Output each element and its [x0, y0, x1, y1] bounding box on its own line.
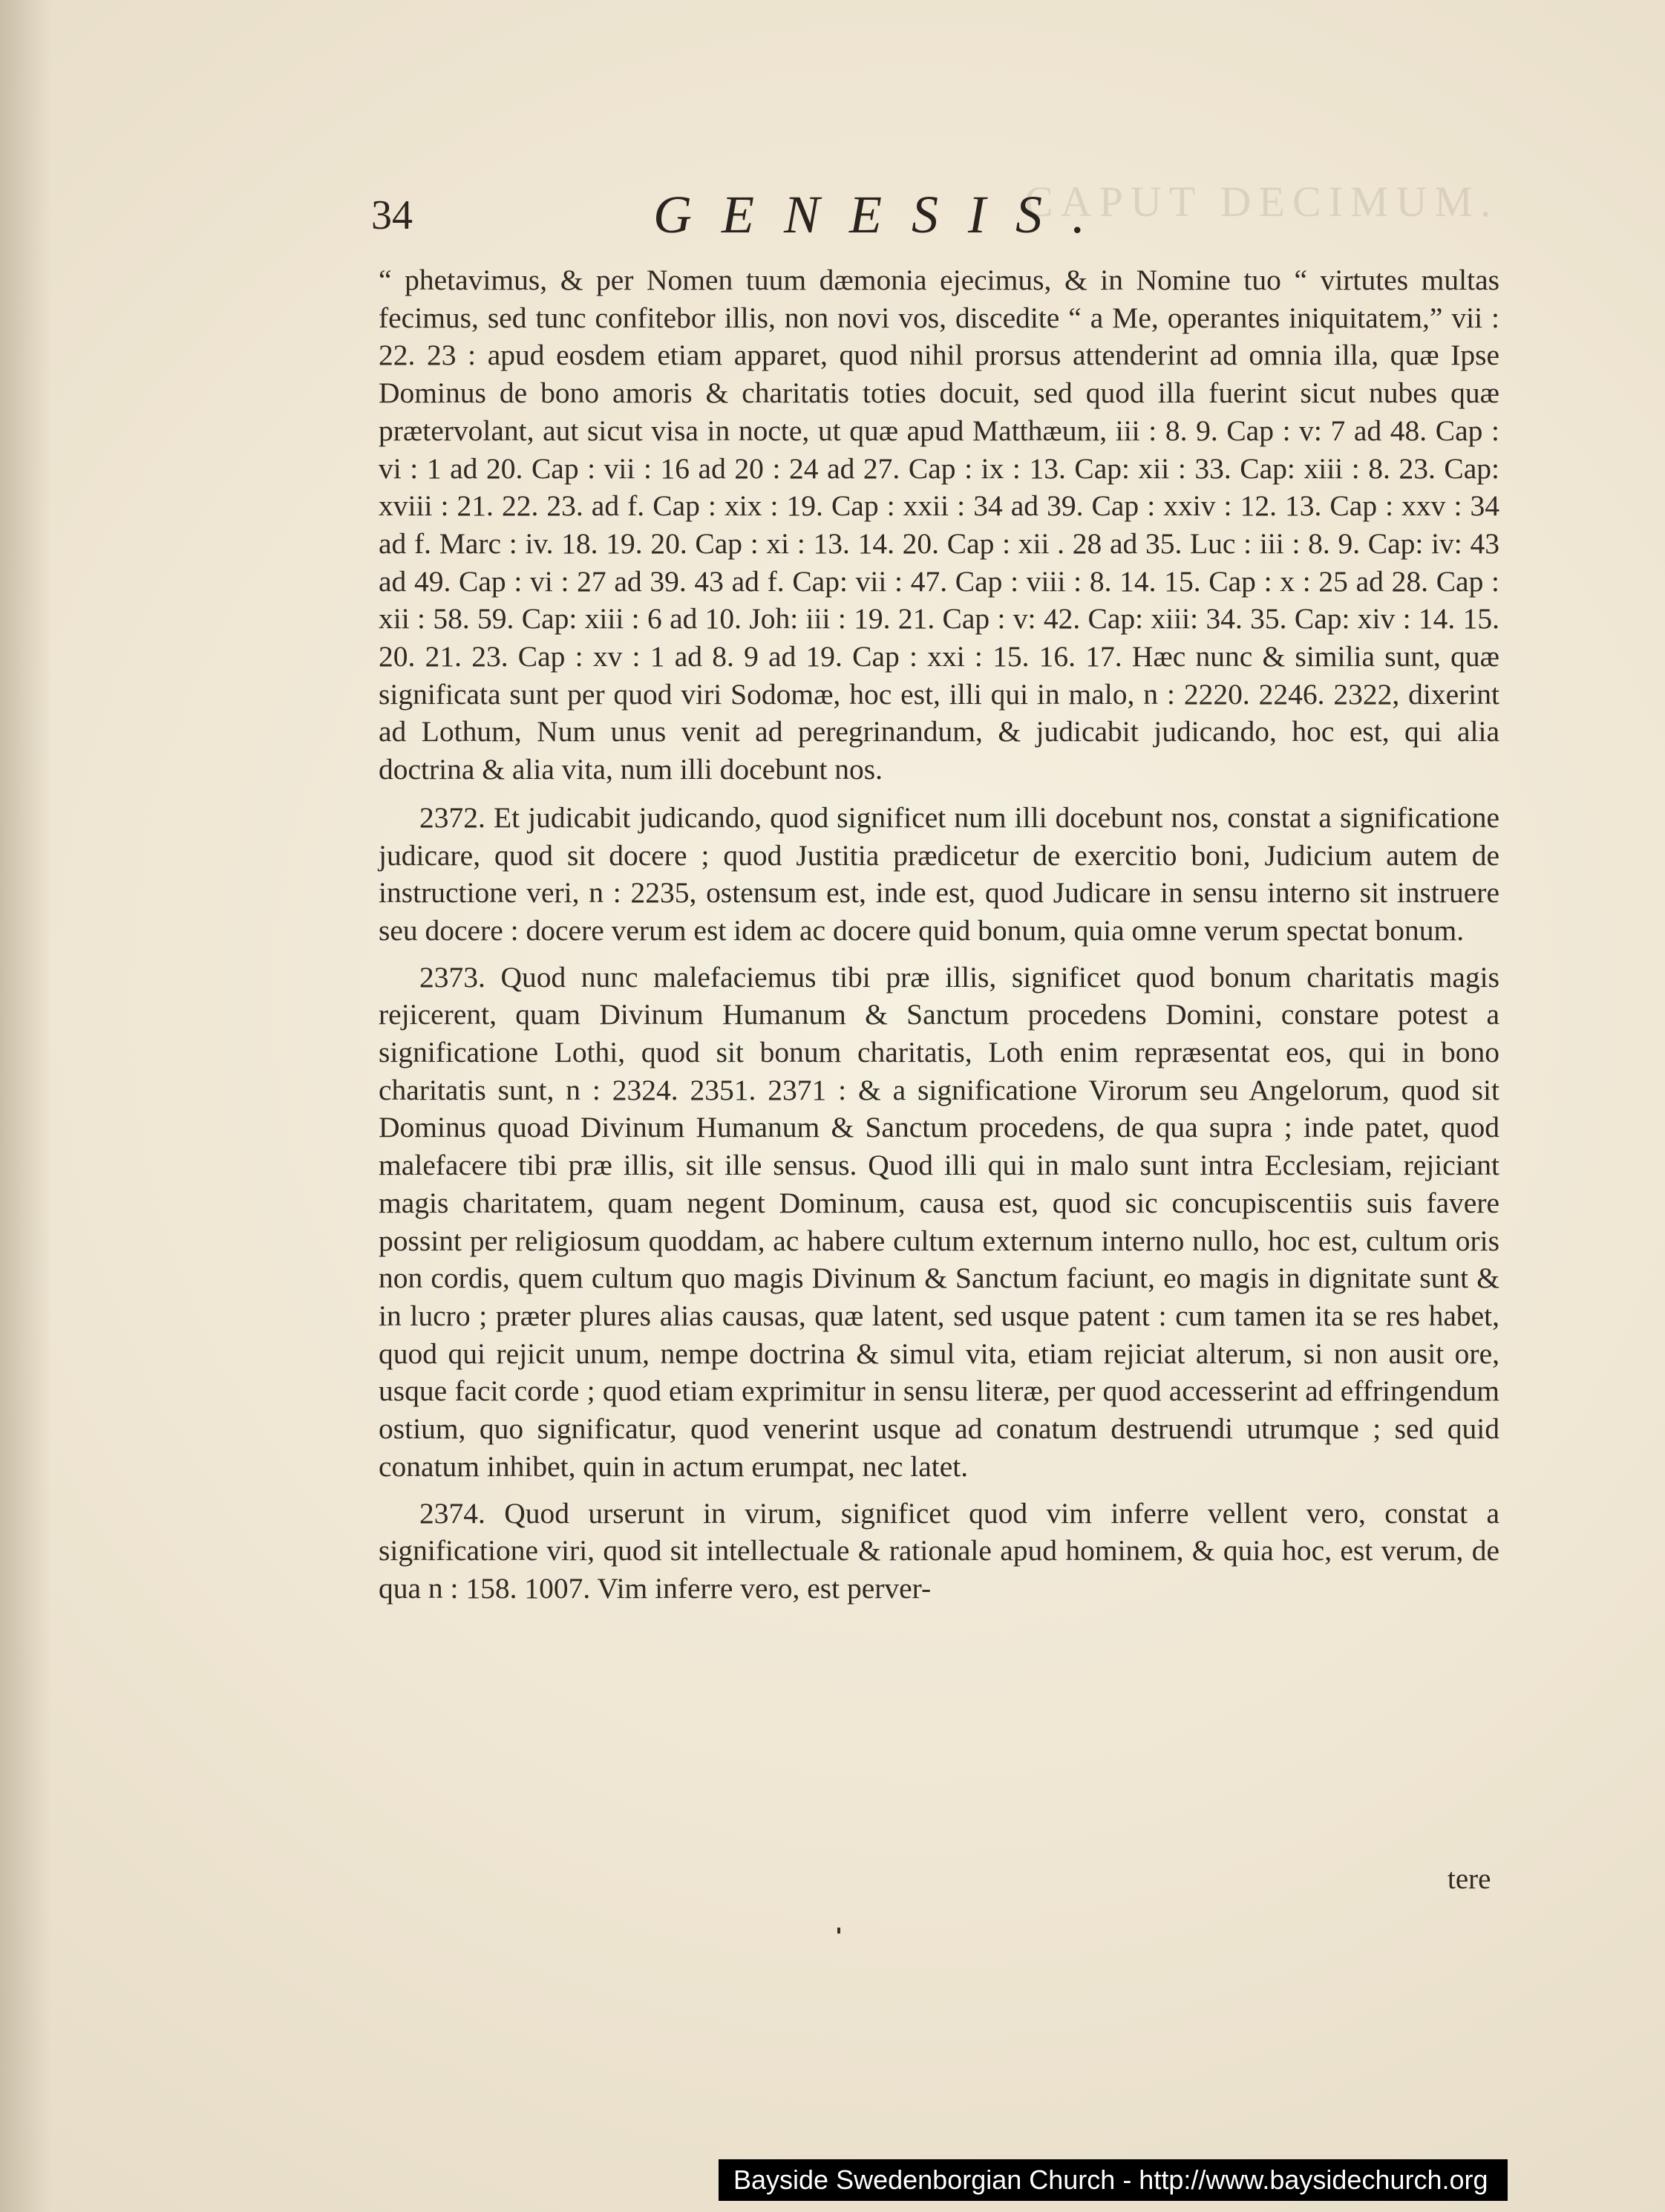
- bleed-through-heading: CAPUT DECIMUM.: [1024, 177, 1499, 226]
- running-head: GENESIS.: [653, 185, 1115, 244]
- paragraph-2372: 2372. Et judicabit judicando, quod significet num illi docebunt nos, constat a significatione judicare, quod sit docere ; quod Justitia prædicetur de exercitio boni, Judicium autem de instructione veri, n : 2235, ostensum est, inde est, quod Judicare in sensu interno sit instruere seu docere : docere verum est idem ac docere quid bonum, quia omne verum spectat bonum.: [379, 800, 1499, 947]
- page-header: [371, 178, 1499, 245]
- paragraph-2373: 2373. Quod nunc malefaciemus tibi præ illis, significet quod bonum charitatis magis rejicerent, quam Divinum Humanum & Sanctum procedens Domini, constare potest a significatione Lothi, quod sit bonum charitatis, Loth enim repræsentat eos, qui in bono charitatis sunt, n : 2324. 2351. 2371 : & a significatione Virorum seu Angelorum, quod sit Dominus quoad Divinum Humanum & Sanctum procedens, de qua supra ; inde patet, quod malefacere tibi præ illis, sit ille sensus. Quod illi qui in malo sunt intra Ecclesiam, rejiciant magis charitatem, quam negent Dominum, causa est, quod sic concupiscentiis suis favere possint per religiosum quoddam, ac habere cultum externum interno nullo, hoc est, cultum oris non cordis, quem cultum quo magis Divinum & Sanctum faciunt, eo magis in dignitate sunt & in lucro ; præter plures alias causas, quæ latent, sed usque patent : cum tamen ita se res habet, quod qui rejicit unum, nempe doctrina & simul vita, etiam rejiciat alterum, si non ausit ore, usque facit corde ; quod etiam exprimitur in sensu literæ, per quod accesserint ad effringendum ostium, quo significatur, quod venerint usque ad conatum destruendi utrumque ; sed quid conatum inhibet, quin in actum erumpat, nec latet.: [379, 960, 1499, 1483]
- stray-ink-mark: [837, 1928, 840, 1934]
- paragraph-continuation: “ phetavimus, & per Nomen tuum dæmonia ejecimus, & in Nomine tuo “ virtutes multas fecimus, sed tunc confitebor illis, non novi vos, discedite “ a Me, operantes iniquitatem,” vii : 22. 23 : apud eosdem etiam apparet, quod nihil prorsus attenderint ad omnia illa, quæ Ipse Dominus de bono amoris & charitatis toties docuit, sed quod illa fuerint sicut nubes quæ prætervolant, aut sicut visa in nocte, ut quæ apud Matthæum, iii : 8. 9. Cap : v: 7 ad 48. Cap : vi : 1 ad 20. Cap : vii : 16 ad 20 : 24 ad 27. Cap : ix : 13. Cap: xii : 33. Cap: xiii : 8. 23. Cap: xviii : 21. 22. 23. ad f. Cap : xix : 19. Cap : xxii : 34 ad 39. Cap : xxiv : 12. 13. Cap : xxv : 34 ad f. Marc : iv. 18. 19. 20. Cap : xi : 13. 14. 20. Cap : xii . 28 ad 35. Luc : iii : 8. 9. Cap: iv: 43 ad 49. Cap : vi : 27 ad 39. 43 ad f. Cap: vii : 47. Cap : viii : 8. 14. 15. Cap : x : 25 ad 28. Cap : xii : 58. 59. Cap: xiii : 6 ad 10. Joh: iii : 19. 21. Cap : v: 42. Cap: xiii: 34. 35. Cap: xiv : 14. 15. 20. 21. 23. Cap : xv : 1 ad 8. 9 ad 19. Cap : xxi : 15. 16. 17. Hæc nunc & similia sunt, quæ significata sunt per quod viri Sodomæ, hoc est, illi qui in malo, n : 2220. 2246. 2322, dixerint ad Lothum, Num unus venit ad peregrinandum, & judicabit judicando, hoc est, qui alia doctrina & alia vita, num illi docebunt nos.: [379, 264, 1499, 786]
- watermark-banner: Bayside Swedenborgian Church - http://www.baysidechurch.org: [719, 2159, 1508, 2201]
- catchword: tere: [1448, 1863, 1491, 1895]
- paragraph-2374: 2374. Quod urserunt in virum, significet quod vim inferre vellent vero, constat a significatione viri, quod sit intellectuale & rationale apud hominem, & quia hoc, est verum, de qua n : 158. 1007. Vim inferre vero, est perver-: [379, 1496, 1499, 1605]
- page-number: 34: [371, 192, 413, 238]
- spine-shadow: [0, 0, 52, 2212]
- body-text: [379, 261, 1499, 1616]
